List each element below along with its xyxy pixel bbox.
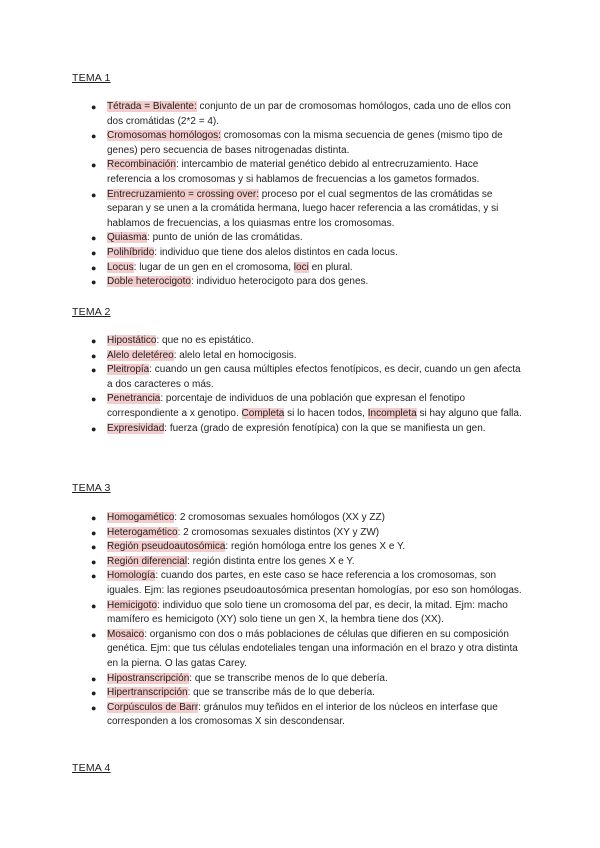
definition-text: proceso por el cual segmentos de las cromátidas se separan y se unen a la cromátida hermana, luego hacer referencia a las cromátidas, y si hablamos de frecuencias, a los quiasmas entre los cromosomas. xyxy=(107,188,499,229)
list-item xyxy=(91,569,525,598)
list-item xyxy=(91,686,525,701)
bullet-icon: ● xyxy=(91,233,97,244)
highlighted-term: Región diferencial xyxy=(107,555,188,567)
highlighted-term: Hipostático xyxy=(107,335,157,346)
highlighted-term: Completa xyxy=(241,407,285,419)
highlighted-term: Hipertranscripción xyxy=(107,687,188,699)
list-item xyxy=(91,363,525,392)
definition-text: : cuando dos partes, en este caso se hace referencia a los cromosomas, son iguales. Ejm: las regiones pseudoautosómica presentan homologías, por eso son homólogas. xyxy=(107,570,522,596)
highlighted-term: Tétrada = Bivalente: xyxy=(107,101,197,112)
definition-text: : lugar de un gen en el cromosoma, xyxy=(133,261,294,273)
definition-text: conjunto de un par de cromosomas homólogos, cada uno de ellos con dos cromátidas (2*2 = 4). xyxy=(107,101,511,127)
highlighted-term: Corpúsculos de Barr xyxy=(107,701,199,713)
definition-text: : que se transcribe más de lo que debería. xyxy=(187,687,375,699)
bullet-icon: ● xyxy=(91,702,97,713)
section-title-tema-1: TEMA 1 xyxy=(72,72,111,84)
definition-text: : región homóloga entre los genes X e Y. xyxy=(225,541,406,553)
bullet-icon: ● xyxy=(91,629,97,640)
definition-text: : punto de unión de las cromátidas. xyxy=(147,232,303,244)
definition-text: : que no es epistático. xyxy=(156,335,254,346)
list-item xyxy=(91,349,525,364)
definition-text: : región distinta entre los genes X e Y. xyxy=(187,555,355,567)
bullet-icon: ● xyxy=(91,688,97,699)
list-item xyxy=(91,188,525,232)
highlighted-term: Quiasma xyxy=(107,232,148,244)
list-item xyxy=(91,392,525,421)
term-list-tema-1 xyxy=(91,100,525,290)
highlighted-term: Doble heterocigoto xyxy=(107,276,191,288)
definition-text: : cuando un gen causa múltiples efectos fenotípicos, es decir, cuando un gen afecta a dos caracteres o más. xyxy=(107,364,521,390)
bullet-icon: ● xyxy=(91,365,97,376)
bullet-icon: ● xyxy=(91,336,97,346)
list-item xyxy=(91,511,525,526)
definition-text: : individuo que solo tiene un cromosoma del par, es decir, la mitad. Ejm: macho mamífero es hemicigoto (XY) solo tiene un gen X, la hembra tiene dos (XX). xyxy=(107,599,508,626)
list-item xyxy=(91,261,525,276)
bullet-icon: ● xyxy=(91,394,97,405)
section-title-tema-4: TEMA 4 xyxy=(72,762,111,774)
highlighted-term: Penetrancia xyxy=(107,393,161,405)
list-item xyxy=(91,701,525,730)
list-item xyxy=(91,555,525,570)
definition-text: : 2 cromosomas sexuales distintos (XY y ZW) xyxy=(177,526,380,538)
list-item xyxy=(91,158,525,187)
bullet-icon: ● xyxy=(91,673,97,684)
definition-text: si hay alguno que falla. xyxy=(416,407,522,419)
highlighted-term: Entrecruzamiento = crossing over: xyxy=(107,188,260,200)
bullet-icon: ● xyxy=(91,527,97,538)
bullet-icon: ● xyxy=(91,556,97,567)
bullet-icon: ● xyxy=(91,600,97,611)
term-list-tema-2 xyxy=(91,334,525,436)
highlighted-term: Alelo deletéreo xyxy=(107,349,174,361)
definition-text: : individuo heterocigoto para dos genes. xyxy=(190,276,369,288)
list-item xyxy=(91,540,525,555)
definition-text: : fuerza (grado de expresión fenotípica) con la que se manifiesta un gen. xyxy=(164,422,486,434)
list-item xyxy=(91,334,525,349)
list-item xyxy=(91,628,525,672)
bullet-icon: ● xyxy=(91,131,97,142)
highlighted-term: Heterogamético xyxy=(107,526,178,538)
bullet-icon: ● xyxy=(91,189,97,200)
bullet-icon: ● xyxy=(91,277,97,288)
definition-text: : alelo letal en homocigosis. xyxy=(173,349,297,361)
definition-text: : intercambio de material genético debido al entrecruzamiento. Hace referencia a los cromosomas y si hablamos de frecuencias a los gametos formados. xyxy=(107,159,480,185)
highlighted-term: Locus xyxy=(107,261,134,273)
highlighted-term: loci xyxy=(293,261,309,273)
bullet-icon: ● xyxy=(91,247,97,258)
definition-text: si lo hacen todos, xyxy=(284,407,368,419)
list-item xyxy=(91,246,525,261)
list-item xyxy=(91,422,525,437)
list-item xyxy=(91,599,525,628)
bullet-icon: ● xyxy=(91,423,97,434)
definition-text: cromosomas con la misma secuencia de genes (mismo tipo de genes) pero secuencia de bases nitrogenadas distinta. xyxy=(107,130,503,156)
bullet-icon: ● xyxy=(91,160,97,171)
list-item xyxy=(91,275,525,290)
section-title-tema-3: TEMA 3 xyxy=(72,482,111,494)
definition-text: : que se transcribe menos de lo que debería. xyxy=(189,672,388,684)
list-item xyxy=(91,129,525,158)
section-title-tema-2: TEMA 2 xyxy=(72,306,111,318)
bullet-icon: ● xyxy=(91,350,97,361)
highlighted-term: Homogamético xyxy=(107,512,175,523)
bullet-icon: ● xyxy=(91,571,97,582)
list-item xyxy=(91,526,525,541)
highlighted-term: Mosaico xyxy=(107,628,145,640)
list-item xyxy=(91,100,525,129)
bullet-icon: ● xyxy=(91,513,97,523)
list-item xyxy=(91,672,525,687)
definition-text: : 2 cromosomas sexuales homólogos (XX y ZZ) xyxy=(174,512,385,523)
definition-text: : gránulos muy teñidos en el interior de los núcleos en interfase que corresponden a los cromosomas X sin descondensar. xyxy=(107,701,498,728)
highlighted-term: Homología xyxy=(107,570,156,582)
list-item xyxy=(91,231,525,246)
highlighted-term: Incompleta xyxy=(367,407,417,419)
bullet-icon: ● xyxy=(91,102,97,112)
highlighted-term: Expresividad xyxy=(107,422,165,434)
highlighted-term: Hemicigoto xyxy=(107,599,158,611)
highlighted-term: Recombinación xyxy=(107,159,176,171)
highlighted-term: Pleitropía xyxy=(107,364,150,376)
highlighted-term: Cromosomas homólogos: xyxy=(107,130,221,142)
definition-text: : individuo que tiene dos alelos distintos en cada locus. xyxy=(154,246,398,258)
bullet-icon: ● xyxy=(91,542,97,553)
term-list-tema-3 xyxy=(91,511,525,730)
definition-text: en plural. xyxy=(308,261,353,273)
definition-text: : organismo con dos o más poblaciones de células que difieren en su composición genética. Ejm: que tus células endoteliales tengan una información en el brazo y otra distinta en la pierna. O las gatas Carey. xyxy=(107,628,518,669)
highlighted-term: Hipostranscripción xyxy=(107,672,190,684)
highlighted-term: Polihíbrido xyxy=(107,246,155,258)
highlighted-term: Región pseudoautosómica xyxy=(107,541,226,553)
definition-text: : porcentaje de individuos de una población que expresan el fenotipo correspondiente a x genotipo. xyxy=(107,393,466,419)
bullet-icon: ● xyxy=(91,262,97,273)
